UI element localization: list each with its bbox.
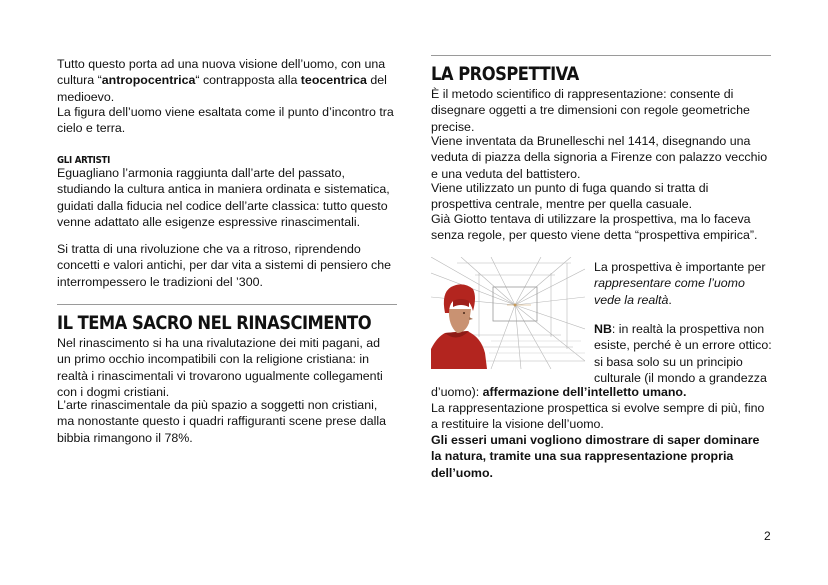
perspective-figure [431, 257, 772, 386]
intro-paragraph [57, 56, 397, 105]
sacro-paragraph-1: Nel rinascimento si ha una rivalutazione dei miti pagani, ad un primo occhio incompatibili con la religione cristiana: in realtà i rinascimentali vi trovarono ugualmente collegamenti con i dogmi cristiani. [57, 336, 383, 400]
artisti-paragraph-2: Si tratta di una rivoluzione che va a ritroso, riprendendo concetti e valori antichi, per dar vita a sistemi di pensiero che interrompessero le tradizioni del ’300. [57, 242, 392, 289]
intro-bold-antropocentrica: antropocentrica [101, 73, 196, 88]
prospettiva-paragraph-4: Già Giotto tentava di utilizzare la prospettiva, ma lo faceva senza regole, per questo viene detta “prospettiva empirica”. [431, 212, 758, 243]
intro-text-2: “ contrapposta alla [195, 73, 301, 88]
nb-label: NB [594, 322, 612, 336]
figure-paragraph-1 [594, 259, 772, 308]
intro-text-3: del medioevo. [57, 73, 387, 104]
figure-text-1: La prospettiva è importante per [594, 260, 766, 274]
right-divider [431, 55, 771, 56]
intro-text-1: Tutto questo porta ad una nuova visione dell’uomo, con una cultura “ [57, 57, 386, 88]
artisti-heading: GLI ARTISTI [57, 155, 111, 166]
portrait [431, 284, 487, 369]
nb-continuation [431, 384, 771, 400]
nb-text: : in realtà la prospettiva non esiste, perché è un errore ottico: si basa solo su un principio culturale (il mondo a grandezza [594, 322, 772, 386]
left-divider [57, 304, 397, 305]
nb-continuation-text: d’uomo): [431, 385, 483, 399]
sacro-paragraph-2: L’arte rinascimentale da più spazio a soggetti non cristiani, ma nonostante questo i quadri raffiguranti scene prese dalla bibbia rimangono il 78%. [57, 398, 387, 445]
intro-paragraph-2: La figura dell’uomo viene esaltata come il punto d’incontro tra cielo e terra. [57, 105, 394, 136]
intro-bold-teocentrica: teocentrica [300, 73, 367, 88]
prospettiva-heading: LA PROSPETTIVA [431, 63, 579, 85]
figure-text-end: . [668, 292, 672, 307]
sacro-heading: IL TEMA SACRO NEL RINASCIMENTO [57, 312, 372, 334]
perspective-illustration [431, 257, 585, 369]
prospettiva-paragraph-6: Gli esseri umani vogliono dimostrare di saper dominare la natura, tramite una sua rappresentazione propria dell’uomo. [431, 433, 760, 480]
prospettiva-paragraph-5: La rappresentazione prospettica si evolve sempre di più, fino a restituire la visione dell’uomo. [431, 401, 765, 432]
nb-paragraph [594, 321, 772, 387]
prospettiva-paragraph-2: Viene inventata da Brunelleschi nel 1414, disegnando una veduta di piazza della signoria a Firenze con palazzo vecchio e una veduta del battistero. [431, 134, 768, 181]
prospettiva-paragraph-3: Viene utilizzato un punto di fuga quando si tratta di prospettiva centrale, mentre per quella casuale. [431, 181, 709, 212]
page-number: 2 [764, 529, 771, 543]
figure-text-italic: rappresentare come l’uomo vede la realtà [594, 276, 745, 307]
prospettiva-paragraph-1: È il metodo scientifico di rappresentazione: consente di disegnare oggetti a tre dimensioni con regole geometriche precise. [431, 87, 750, 134]
nb-bold-affermazione: affermazione dell’intelletto umano. [482, 385, 687, 399]
artisti-paragraph-1: Eguagliano l’armonia raggiunta dall’arte del passato, studiando la cultura antica in maniera ordinata e sistematica, guidati dalla fiducia nel codice dell’arte classica: tutto questo venne adattato alle esigenze espressive rinascimentali. [57, 166, 390, 230]
